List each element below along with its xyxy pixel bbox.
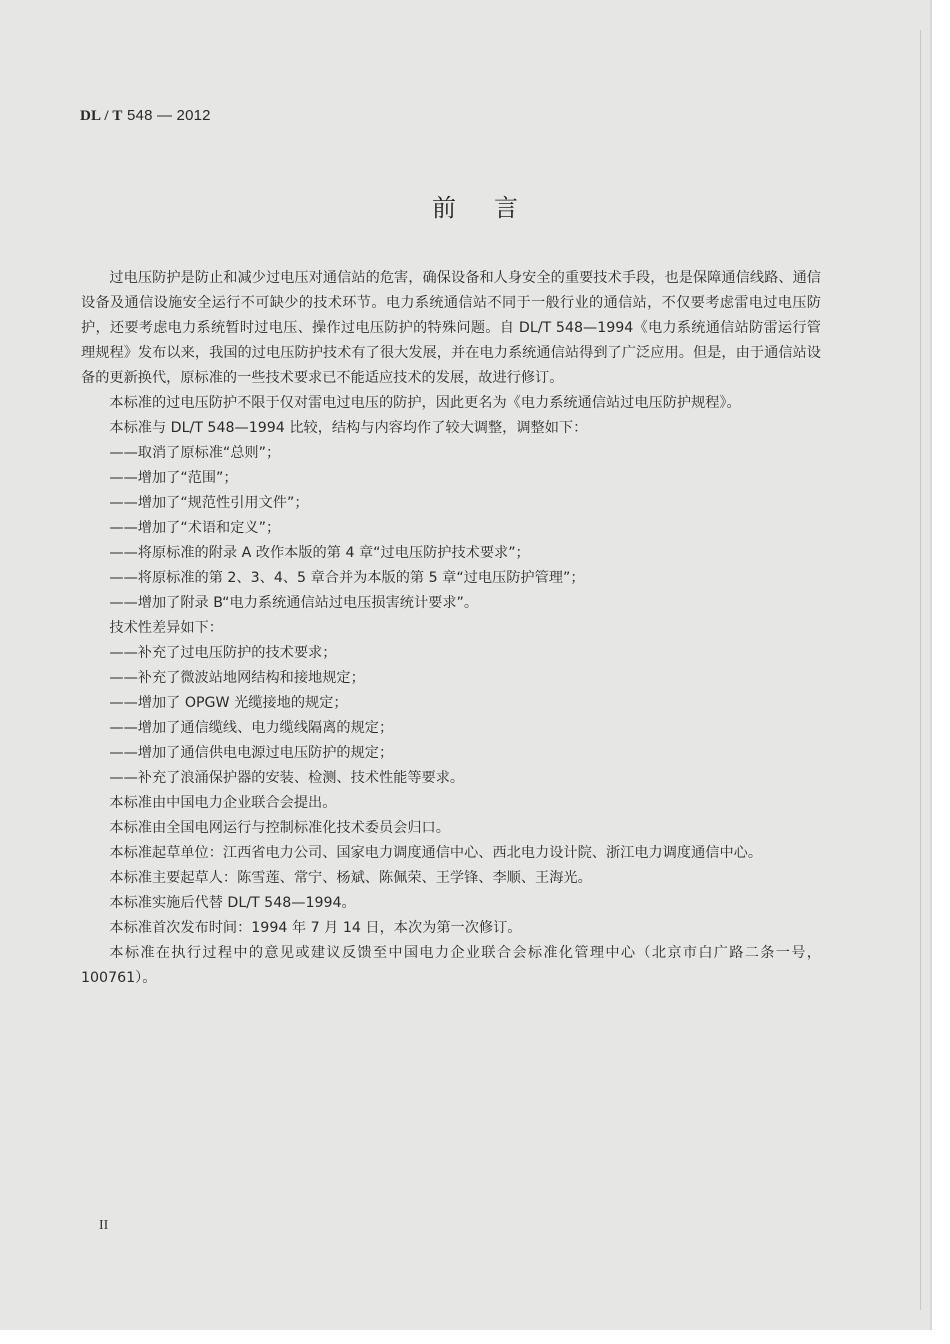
standard-code-prefix: DL / T xyxy=(80,108,123,124)
list-item: ——增加了通信缆线、电力缆线隔离的规定； xyxy=(109,720,394,736)
paragraph-feedback: 本标准在执行过程中的意见或建议反馈至中国电力企业联合会标准化管理中心（北京市白广路二条一号，100761）。 xyxy=(81,945,821,986)
list-item: ——将原标准的附录 A 改作本版的第 4 章“过电压防护技术要求”； xyxy=(109,545,530,561)
technical-differences-heading: 技术性差异如下： xyxy=(109,620,223,636)
structural-changes-list xyxy=(81,441,821,616)
paragraph-committee: 本标准由全国电网运行与控制标准化技术委员会归口。 xyxy=(109,820,450,836)
list-item: ——增加了 OPGW 光缆接地的规定； xyxy=(109,695,348,711)
list-item: ——增加了通信供电电源过电压防护的规定； xyxy=(109,745,394,761)
paragraph-proposer: 本标准由中国电力企业联合会提出。 xyxy=(109,795,337,811)
paragraph-comparison: 本标准与 DL/T 548—1994 比较，结构与内容均作了较大调整，调整如下： xyxy=(109,420,588,436)
list-item: ——取消了原标准“总则”； xyxy=(109,445,281,461)
paragraph-replaces: 本标准实施后代替 DL/T 548—1994。 xyxy=(109,895,356,911)
foreword-body xyxy=(81,266,821,991)
list-item: ——补充了微波站地网结构和接地规定； xyxy=(109,670,365,686)
technical-changes-list xyxy=(81,641,821,791)
paragraph-first-release: 本标准首次发布时间：1994 年 7 月 14 日，本次为第一次修订。 xyxy=(109,920,522,936)
paragraph-drafting-units: 本标准起草单位：江西省电力公司、国家电力调度通信中心、西北电力设计院、浙江电力调度通信中心。 xyxy=(109,845,763,861)
paragraph-intro: 过电压防护是防止和减少过电压对通信站的危害，确保设备和人身安全的重要技术手段，也是保障通信线路、通信设备及通信设施安全运行不可缺少的技术环节。电力系统通信站不同于一般行业的通信站，不仅要考虑雷电过电压防护，还要考虑电力系统暂时过电压、操作过电压防护的特殊问题。自 DL/T 548—1994《电力系统通信站防雷运行管理规程》发布以来，我国的过电压防护技术有了很大发展，并在电力系统通信站得到了广泛应用。但是，由于通信站设备的更新换代，原标准的一些技术要求已不能适应技术的发展，故进行修订。 xyxy=(81,270,821,386)
list-item: ——补充了过电压防护的技术要求； xyxy=(109,645,337,661)
list-item: ——增加了“规范性引用文件”； xyxy=(109,495,309,511)
list-item: ——补充了浪涌保护器的安装、检测、技术性能等要求。 xyxy=(109,770,465,786)
list-item: ——增加了附录 B“电力系统通信站过电压损害统计要求”。 xyxy=(109,595,479,611)
paragraph-drafters: 本标准主要起草人：陈雪莲、常宁、杨斌、陈佩荣、王学锋、李顺、王海光。 xyxy=(109,870,592,886)
standard-code-header xyxy=(80,107,211,125)
page-number: II xyxy=(99,1218,109,1233)
page-title: 前言 xyxy=(432,194,556,222)
list-item: ——增加了“术语和定义”； xyxy=(109,520,281,536)
list-item: ——将原标准的第 2、3、4、5 章合并为本版的第 5 章“过电压防护管理”； xyxy=(109,570,585,586)
paragraph-rename: 本标准的过电压防护不限于仅对雷电过电压的防护，因此更名为《电力系统通信站过电压防护规程》。 xyxy=(109,395,741,411)
list-item: ——增加了“范围”； xyxy=(109,470,238,486)
standard-code-number: 548 — 2012 xyxy=(122,107,211,124)
